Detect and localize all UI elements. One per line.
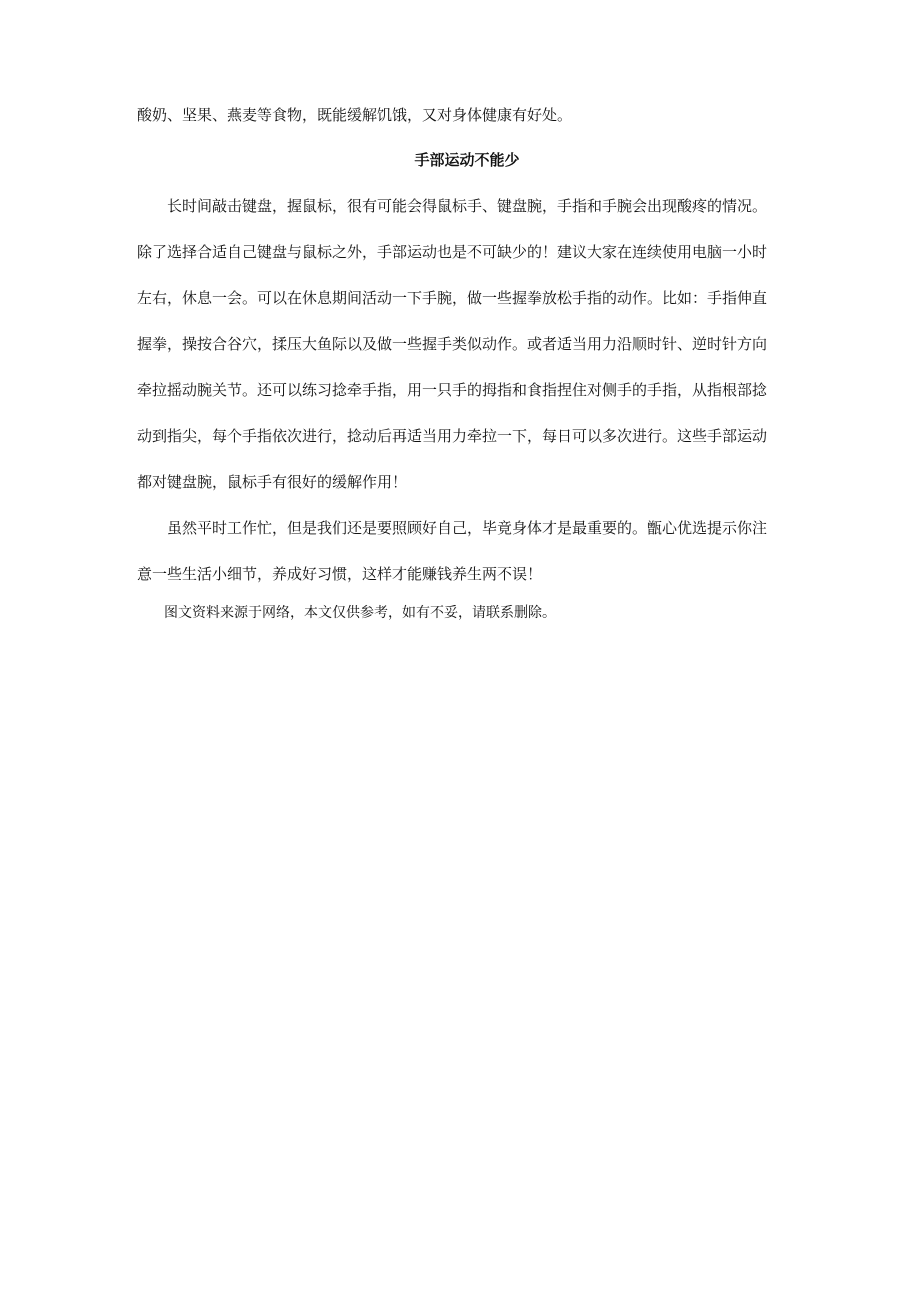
paragraph-line: 握拳，操按合谷穴，揉压大鱼际以及做一些握手类似动作。或者适当用力沿顺时针、逆时针方向 bbox=[137, 335, 768, 353]
document-body bbox=[137, 104, 797, 623]
paragraph-conclusion bbox=[137, 517, 797, 585]
paragraph-hand-exercise bbox=[137, 195, 797, 493]
paragraph-line: 都对键盘腕，鼠标手有很好的缓解作用！ bbox=[137, 473, 408, 491]
section-heading: 手部运动不能少 bbox=[414, 151, 520, 169]
paragraph-line: 牵拉摇动腕关节。还可以练习捻牵手指，用一只手的拇指和食指捏住对侧手的手指，从指根部捻 bbox=[137, 381, 768, 399]
paragraph-line: 除了选择合适自己键盘与鼠标之外，手部运动也是不可缺少的！建议大家在连续使用电脑一小时 bbox=[137, 243, 768, 261]
paragraph-line: 动到指尖，每个手指依次进行，捻动后再适当用力牵拉一下，每日可以多次进行。这些手部运动 bbox=[137, 427, 768, 445]
paragraph-line: 虽然平时工作忙，但是我们还是要照顾好自己，毕竟身体才是最重要的。甑心优选提示你注 bbox=[167, 519, 768, 537]
intro-text: 酸奶、坚果、燕麦等食物，既能缓解饥饿，又对身体健康有好处。 bbox=[137, 106, 573, 124]
paragraph-line: 长时间敲击键盘，握鼠标，很有可能会得鼠标手、键盘腕，手指和手腕会出现酸疼的情况。 bbox=[167, 197, 768, 215]
paragraph-line: 左右，休息一会。可以在休息期间活动一下手腕，做一些握拳放松手指的动作。比如：手指伸直 bbox=[137, 289, 768, 307]
source-disclaimer: 图文资料来源于网络，本文仅供参考，如有不妥，请联系删除。 bbox=[164, 605, 556, 621]
paragraph-line: 意一些生活小细节，养成好习惯，这样才能赚钱养生两不误！ bbox=[137, 565, 543, 583]
